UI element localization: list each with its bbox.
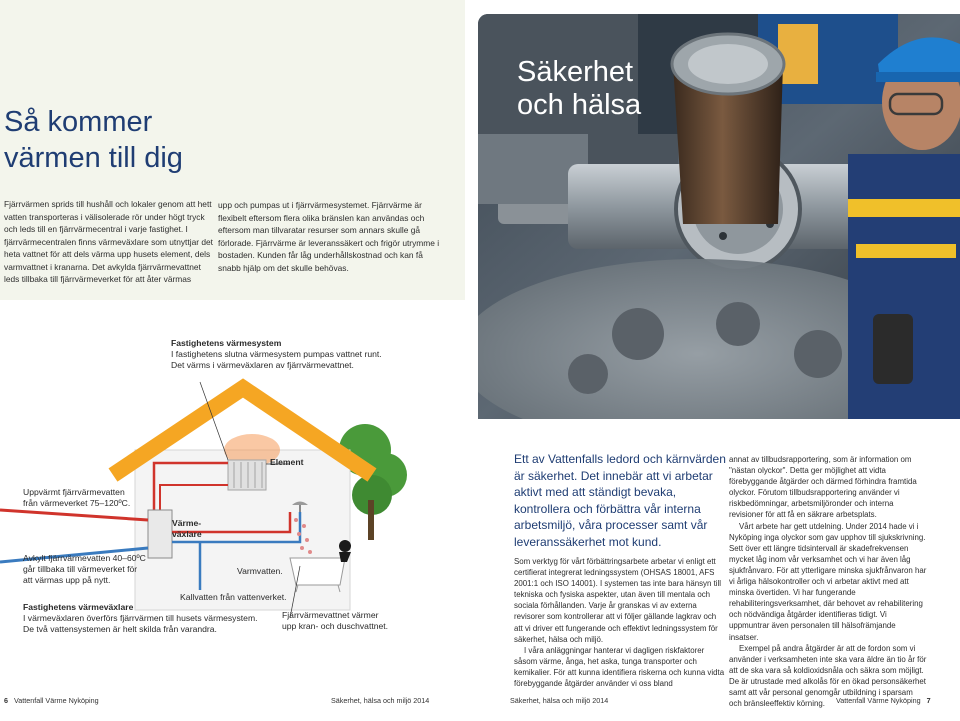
heading-line-1: Så kommer xyxy=(4,106,153,138)
left-page-number: 6 xyxy=(4,696,8,705)
right-page-number: 7 xyxy=(926,696,931,705)
kallvatten-label: Kallvatten från vattenverket. xyxy=(180,592,287,602)
system-line-2: Det värms i värmeväxlaren av fjärrvärmevattnet. xyxy=(171,360,354,370)
photo-title-line-1: Säkerhet xyxy=(517,56,634,88)
uppvarmt-line-1: Uppvärmt fjärrvärmevatten xyxy=(23,487,125,497)
photo-title xyxy=(517,56,641,122)
radiator-icon xyxy=(228,460,266,490)
footer-right-report: Säkerhet, hälsa och miljö 2014 xyxy=(510,696,609,705)
avkylt-line-1: Avkylt fjärrvärmevatten 40–60ºC xyxy=(23,553,146,563)
safety-column-a xyxy=(514,556,726,689)
natet-line-1: Fjärrvärmevattnet värmer xyxy=(282,610,379,620)
col-b-paragraph-3: Exempel på andra åtgärder är att de fordon som vi använder i verksamheten inte ska vara äldre än tio år för att de ska vara så koldioxidsnåla och säkra som möjligt. De är utrustade med alkolås för en ökad personsäkerhet samt att vår personal genomgår utbildning i sparsam och bränsleeffektiv körning. xyxy=(729,643,927,709)
varmevaxlare-line-2: växlare xyxy=(172,529,202,539)
natet-line-2: upp kran- och duschvattnet. xyxy=(282,621,389,631)
system-caption xyxy=(171,338,382,371)
vaxlare-line-2: De två vattensystemen är helt skilda från varandra. xyxy=(23,624,217,634)
uppvarmt-label xyxy=(23,487,130,509)
heat-exchanger-icon xyxy=(148,510,172,558)
vaxlare-line-1: I värmeväxlaren överförs fjärrvärmen till husets värmesystem. xyxy=(23,613,258,623)
intro-column-2: upp och pumpas ut i fjärrvärmesystemet. Fjärrvärme är flexibelt eftersom flera olika bränslen kan användas och eftersom man tillvaratar resurser som annars skulle gå förlorade. Fjärrvärme är leveranssäkert och frigör utrymme i bostaden. Kunden får låg underhållskostnad och kan få snabb hjälp om det skulle behövas. xyxy=(218,200,440,273)
heading-line-2: värmen till dig xyxy=(4,142,183,174)
safety-column-b xyxy=(729,454,927,709)
avkylt-label xyxy=(23,553,146,586)
photo-title-line-2: och hälsa xyxy=(517,89,642,121)
footer-left-report: Säkerhet, hälsa och miljö 2014 xyxy=(331,696,430,705)
natet-caption xyxy=(282,610,388,632)
footer-right xyxy=(836,696,931,705)
element-label: Element xyxy=(270,457,304,467)
footer-left xyxy=(4,696,99,705)
col-b-paragraph-2: Vårt arbete har gett utdelning. Under 2014 hade vi i Nyköping inga olyckor som gav upphov till sjukskrivning. Sett över ett längre tidsintervall är skadefrekvensen mycket låg inom vår verksamhet och vi har även låg sjukfrånvaro. För att ytterligare minska sjukfrånvaron har vi årliga hälsokontroller och vi arbetar aktivt med att minska övertiden. Vi har fungerande rehabiliteringsverksamhet, där behovet av rehabilitering och nödvändiga åtgärder identifieras tidigt. Vi uppmuntrar även personalen till hälsofrämjande insatser. xyxy=(729,521,927,642)
col-a-paragraph-2: I våra anläggningar hanterar vi dagligen riskfaktorer såsom värme, ånga, het aska, tunga transporter och kemikalier. För att kunna identifiera riskerna och kunna vidta förebyggande åtgärder använder vi oss bland xyxy=(514,645,725,689)
system-title: Fastighetens värmesystem xyxy=(171,338,282,348)
footer-right-name: Vattenfall Värme Nyköping xyxy=(836,696,921,705)
vaxlare-caption xyxy=(23,602,258,635)
col-a-paragraph-1: Som verktyg för vårt förbättringsarbete arbetar vi enligt ett certifierat integrerat ledningssystem (OHSAS 18001, AFS 2001:1 och ISO 14001). I systemen tas inte bara hänsyn till tekniska och fysiska aspekter, utan även till mentala och sociala förhållanden. Varje år granskas vi av externa revisorer som kontrollerar att vi följer gällande lagkrav och att vi driver ett fungerande och effektivt ledningssystem för säkerhet, hälsa och miljö. xyxy=(514,557,722,644)
footer-left-name: Vattenfall Värme Nyköping xyxy=(14,696,99,705)
vaxlare-title: Fastighetens värmeväxlare xyxy=(23,602,134,612)
uppvarmt-line-2: från värmeverket 75–120ºC. xyxy=(23,498,131,508)
safety-lead-paragraph: Ett av Vattenfalls ledord och kärnvärden är säkerhet. Det innebär att vi arbetar aktivt med att ständigt bevaka, kontrollera och förbättra vår interna arbetsmiljö, våra processer samt vår leveranssäkerhet mot kund. xyxy=(514,452,726,549)
varmevaxlare-line-1: Värme- xyxy=(172,518,202,528)
avkylt-line-3: att värmas upp på nytt. xyxy=(23,575,111,585)
col-b-paragraph-1: annat av tillbudsrapportering, som är information om "nästan olyckor". Detta ger möjlighet att vidta förebyggande åtgärder och därmed förhindra framtida olyckor. Förutom tillbudsrapportering använder vi riskbedömningar, arbetsmiljöronder och interna revisioner för att få en säkrare arbetsplats. xyxy=(729,455,917,520)
intro-column-1: Fjärrvärmen sprids till hushåll och lokaler genom att hett vatten transporteras i välisolerade rör under högt tryck och leds till en fjärrvärmecentral i varje fastighet. I fjärrvärmecentralen finns värmeväxlare som utnyttjar det heta vattnet för att dels värma upp husets element, dels varmvattnet i kranarna. Det avkylda fjärrvärmevattnet leds tillbaka till fjärrvärmeverket för att åter värmas xyxy=(4,199,213,284)
varmvatten-label: Varmvatten. xyxy=(237,566,283,576)
avkylt-line-2: går tillbaka till värmeverket för xyxy=(23,564,138,574)
varmevaxlare-label xyxy=(172,518,202,540)
system-line-1: I fastighetens slutna värmesystem pumpas vattnet runt. xyxy=(171,349,382,359)
left-page-heading xyxy=(4,104,183,176)
